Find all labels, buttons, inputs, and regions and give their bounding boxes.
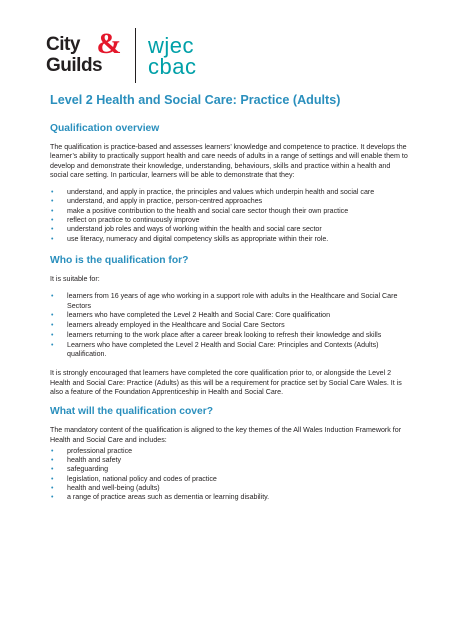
- list-item: • understand, and apply in practice, the principles and values which underpin health and social care: [50, 188, 410, 197]
- who-paragraph: It is strongly encouraged that learners have completed the core qualification prior to, or alongside the Level 2 Health and Social Care: Practice (Adults) as this will be a requirement for practice set by Social Care Wales. It is also a feature of the Foundation Apprenticeship in Health and Social Care.: [50, 369, 402, 396]
- list-item: • use literacy, numeracy and digital competency skills as appropriate within their role.: [50, 235, 410, 244]
- cover-paragraph: The mandatory content of the qualification is aligned to the key themes of the All Wales Induction Framework for Health and Social Care and includes:: [50, 426, 402, 444]
- wjec-text: wjec: [148, 33, 195, 58]
- list-item: • learners returning to the work place after a career break looking to refresh their knowledge and skills: [50, 331, 410, 340]
- document-content: [50, 92, 410, 513]
- who-intro: It is suitable for:: [50, 274, 100, 283]
- who-list: [50, 292, 410, 359]
- list-item: • Learners who have completed the Level 2 Health and Social Care: Principles and Contexts (Adults) qualification.: [50, 341, 410, 360]
- list-item: • a range of practice areas such as dementia or learning disability.: [50, 493, 410, 502]
- overview-list: [50, 188, 410, 244]
- list-item: • understand, and apply in practice, person-centred approaches: [50, 197, 410, 206]
- list-item: • legislation, national policy and codes of practice: [50, 475, 410, 484]
- cover-heading: What will the qualification cover?: [50, 406, 214, 418]
- city-and-guilds-logo: [46, 28, 122, 82]
- list-item: • safeguarding: [50, 465, 410, 474]
- list-item: • learners from 16 years of age who working in a support role with adults in the Healthcare and Social Care Sectors: [50, 292, 410, 311]
- wjec-cbac-logo: [148, 28, 228, 82]
- ampersand-icon: [94, 28, 124, 58]
- list-item: • learners who have completed the Level 2 Health and Social Care: Core qualification: [50, 311, 410, 320]
- logo-divider: [135, 28, 136, 83]
- city-guilds-line2: Guilds: [46, 55, 103, 76]
- ampersand-glyph: &: [96, 28, 122, 58]
- overview-paragraph: The qualification is practice-based and assesses learners’ knowledge and competence to practice. It develops the learner’s ability to practically support health and care needs of adults in a range of settings and will enable them to develop and demonstrate their knowledge, understanding, behaviours, skills and practice within a health and social care setting. In particular, learners will be able to demonstrate that they:: [50, 143, 408, 179]
- list-item: • health and well-being (adults): [50, 484, 410, 493]
- document-title: Level 2 Health and Social Care: Practice (Adults): [50, 93, 341, 107]
- list-item: • understand job roles and ways of working within the health and social care sector: [50, 225, 410, 234]
- who-heading: Who is the qualification for?: [50, 254, 189, 266]
- overview-heading: Qualification overview: [50, 123, 160, 134]
- list-item: • professional practice: [50, 447, 410, 456]
- cover-list: [50, 447, 410, 503]
- list-item: • health and safety: [50, 456, 410, 465]
- city-guilds-line1: City: [46, 34, 80, 55]
- list-item: • make a positive contribution to the health and social care sector though their own practice: [50, 207, 410, 216]
- cbac-text: cbac: [148, 54, 197, 79]
- list-item: • reflect on practice to continuously improve: [50, 216, 410, 225]
- logo-header: [46, 28, 246, 84]
- list-item: • learners already employed in the Healthcare and Social Care Sectors: [50, 321, 410, 330]
